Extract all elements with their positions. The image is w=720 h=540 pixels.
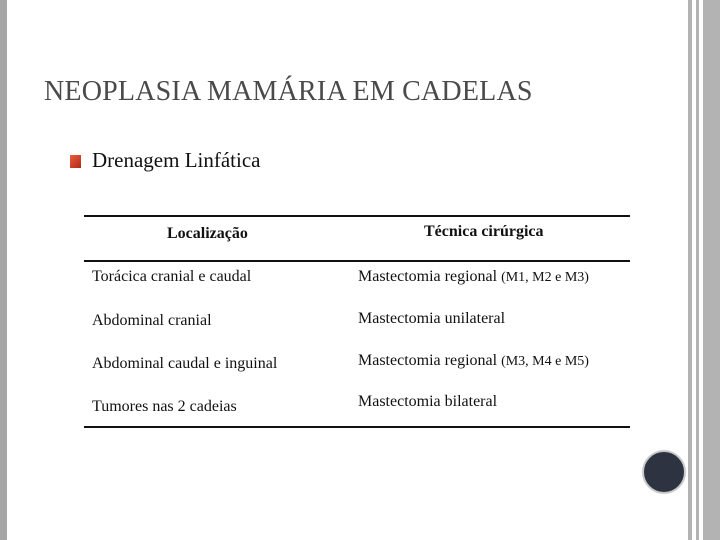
right-frame-bars [688,0,720,540]
technique-text: Mastectomia regional [358,268,498,285]
table-header-rule [84,260,630,262]
technique-text: Mastectomia regional [358,352,498,369]
cell-technique [358,393,497,411]
cell-technique [358,310,505,328]
cell-location: Torácica cranial e caudal [92,268,252,285]
cell-technique [358,268,589,286]
technique-text: Mastectomia bilateral [358,393,498,410]
slide-subtitle: Drenagem Linfática [92,148,261,172]
cell-location: Tumores nas 2 cadeias [92,398,237,415]
technique-text: Mastectomia unilateral [358,310,506,327]
header-technique: Técnica cirúrgica [424,223,544,240]
table-top-rule [84,215,630,217]
left-frame-bar [0,0,7,540]
cell-location: Abdominal cranial [92,312,212,329]
cell-location: Abdominal caudal e inguinal [92,355,278,372]
bullet-square-icon [70,155,81,168]
cell-technique [358,352,589,370]
table-bottom-rule [84,426,630,428]
slide-title: NEOPLASIA MAMÁRIA EM CADELAS [44,76,533,107]
header-location: Localização [167,225,248,242]
decorative-circle-icon [642,450,686,494]
technique-note: (M1, M2 e M3) [501,270,589,285]
technique-note: (M3, M4 e M5) [501,354,589,369]
